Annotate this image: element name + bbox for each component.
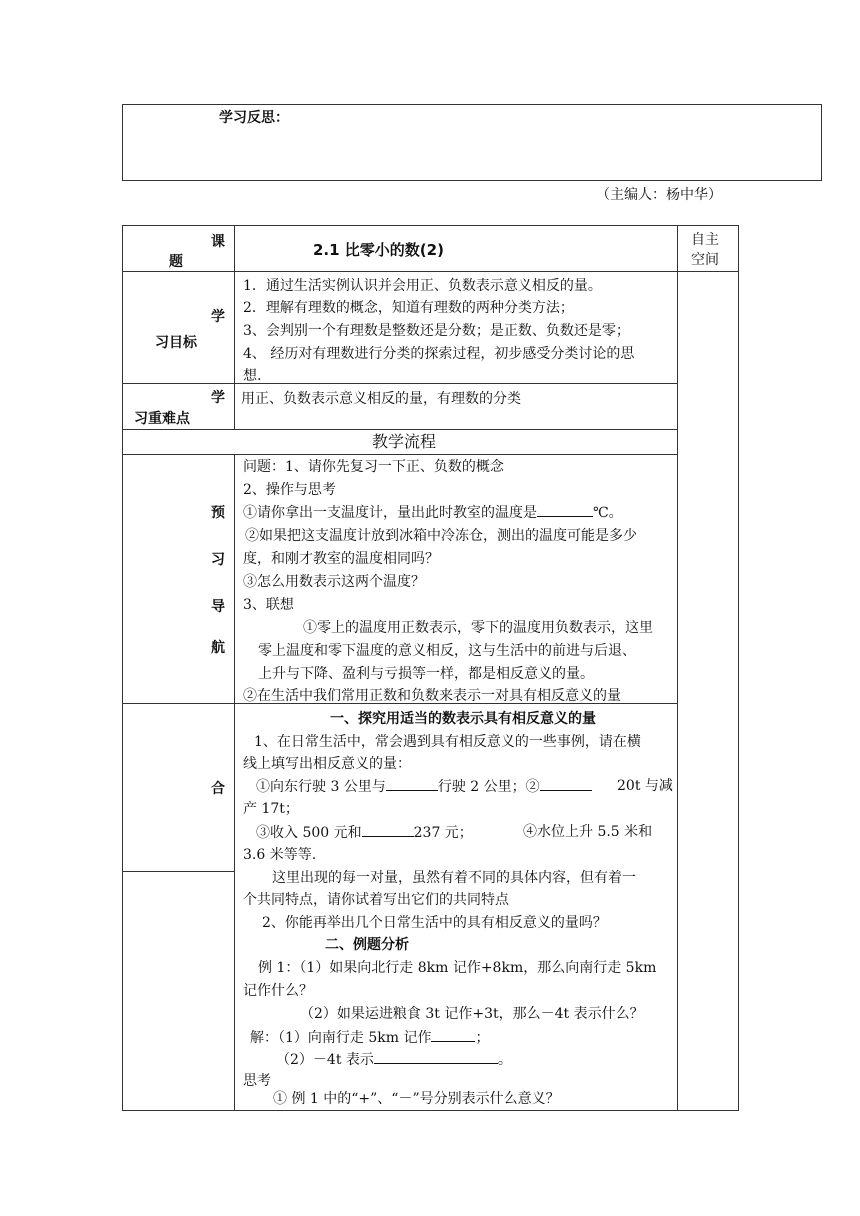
preview-line: 上升与下降、盈利与亏损等一样，都是相反意义的量。 xyxy=(258,666,594,682)
question-text: 2、你能再举出几个日常生活中的具有相反意义的量吗？ xyxy=(262,915,607,931)
keypoints-text: 用正、负数表示意义相反的量，有理数的分类 xyxy=(241,391,521,407)
self-space-label: 自主 xyxy=(691,232,719,248)
answer-blank xyxy=(537,502,593,517)
goal-item: 想. xyxy=(243,368,262,384)
answer-blank xyxy=(431,1027,475,1042)
answer-blank xyxy=(362,822,414,837)
preview-line: 2、操作与思考 xyxy=(243,482,336,498)
answer-blank xyxy=(540,776,592,791)
keypoints-label: 学 xyxy=(211,390,225,406)
question-item xyxy=(256,822,473,843)
preview-line: 度，和刚才教室的温度相同吗？ xyxy=(243,551,439,567)
preview-line: ①零上的温度用正数表示，零下的温度用负数表示，这里 xyxy=(303,620,653,636)
solution-text: ； xyxy=(475,1030,490,1046)
solution-text: （2）－4t 表示 xyxy=(276,1052,374,1068)
paragraph-text: 个共同特点，请你试着写出它们的共同特点 xyxy=(243,892,509,908)
solution-line xyxy=(250,1027,489,1048)
solution-text: 。 xyxy=(497,1052,512,1068)
question-text: ④水位上升 5.5 米和 xyxy=(523,824,653,840)
row-divider xyxy=(122,871,234,872)
question-text: 20t 与减 xyxy=(617,778,673,794)
keypoints-label: 习重难点 xyxy=(134,411,190,427)
preview-line: 3、联想 xyxy=(243,597,294,613)
example-text: 例 1：（1）如果向北行走 8km 记作+8km，那么向南行走 5km xyxy=(258,960,657,976)
question-text: 线上填写出相反意义的量： xyxy=(243,756,411,772)
reflection-label: 学习反思： xyxy=(219,110,289,126)
paragraph-text: 这里出现的每一对量，虽然有着不同的具体内容，但有着一 xyxy=(272,870,636,886)
row-divider xyxy=(122,271,739,272)
preview-line: 零上温度和零下温度的意义相反，这与生活中的前进与后退、 xyxy=(258,643,636,659)
question-text: 3.6 米等等. xyxy=(243,847,317,863)
question-text: ①向东行驶 3 公里与 xyxy=(256,779,386,795)
row-divider xyxy=(122,429,677,430)
preview-text: ①请你拿出一支温度计，量出此时教室的温度是 xyxy=(243,505,537,521)
editor-note: （主编人：杨中华） xyxy=(596,187,722,203)
goals-label: 学 xyxy=(211,309,225,325)
preview-line xyxy=(243,502,623,523)
goal-item: 1．通过生活实例认识并会用正、负数表示意义相反的量。 xyxy=(243,278,602,294)
preview-line: 问题：1、请你先复习一下正、负数的概念 xyxy=(243,459,504,475)
preview-line: ③怎么用数表示这两个温度？ xyxy=(243,574,425,590)
think-question: ① 例 1 中的“+”、“－”号分别表示什么意义？ xyxy=(273,1091,560,1107)
answer-blank xyxy=(386,776,438,791)
preview-label: 预 xyxy=(211,505,225,521)
solution-text: 解：（1）向南行走 5km 记作 xyxy=(250,1030,432,1046)
question-text: ③收入 500 元和 xyxy=(256,825,362,841)
section-title: 二、例题分析 xyxy=(325,937,409,953)
cooperate-label: 合 xyxy=(211,781,225,797)
section-title: 一、探究用适当的数表示具有相反意义的量 xyxy=(330,711,596,727)
col-divider xyxy=(677,225,678,1111)
question-text: 1、在日常生活中，常会遇到具有相反意义的一些事例，请在横 xyxy=(254,734,641,750)
topic-label: 题 xyxy=(169,254,183,270)
col-divider xyxy=(234,454,235,1111)
goal-item: 2．理解有理数的概念，知道有理数的两种分类方法； xyxy=(243,300,574,316)
flow-title: 教学流程 xyxy=(372,432,437,451)
goal-item: 4、 经历对有理数进行分类的探索过程，初步感受分类讨论的思 xyxy=(243,346,635,362)
goal-item: 3、会判别一个有理数是整数还是分数；是正数、负数还是零； xyxy=(243,323,630,339)
question-text: 产 17t； xyxy=(243,801,299,817)
preview-label: 导 xyxy=(211,599,225,615)
row-divider xyxy=(122,383,677,384)
preview-line: ②在生活中我们常用正数和负数来表示一对具有相反意义的量 xyxy=(243,688,621,704)
question-text: 237 元； xyxy=(413,825,473,841)
topic-label: 课 xyxy=(211,234,225,250)
goals-label: 习目标 xyxy=(155,335,197,351)
solution-line xyxy=(276,1049,512,1070)
example-text: （2）如果运进粮食 3t 记作+3t，那么－4t 表示什么？ xyxy=(300,1006,644,1022)
preview-text: ℃。 xyxy=(593,505,623,521)
question-text: 行驶 2 公里；② xyxy=(437,779,540,795)
col-divider xyxy=(234,225,235,429)
preview-line: ②如果把这支温度计放到冰箱中冷冻仓，测出的温度可能是多少 xyxy=(245,528,637,544)
preview-label: 航 xyxy=(211,640,225,656)
preview-label: 习 xyxy=(211,552,225,568)
think-label: 思考 xyxy=(243,1073,271,1089)
row-divider xyxy=(122,454,677,455)
self-space-label: 空间 xyxy=(691,252,719,268)
answer-blank xyxy=(374,1049,498,1064)
example-text: 记作什么？ xyxy=(243,983,313,999)
page-title: 2.1 比零小的数(2) xyxy=(313,241,444,259)
question-item xyxy=(256,776,592,797)
